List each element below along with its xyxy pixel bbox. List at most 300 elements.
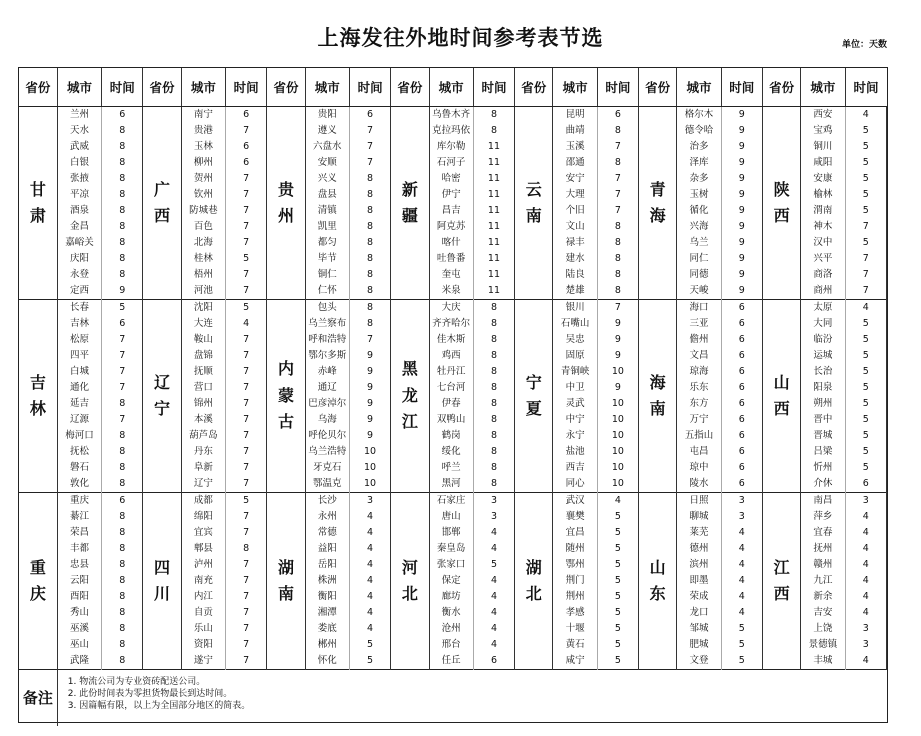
city-name: 任丘 bbox=[429, 653, 473, 670]
delivery-days: 7 bbox=[226, 589, 267, 605]
delivery-time-table bbox=[19, 68, 887, 726]
province-name: 四 川 bbox=[143, 493, 181, 670]
city-name: 内江 bbox=[181, 589, 225, 605]
city-name: 克拉玛依 bbox=[429, 123, 473, 139]
city-name: 自贡 bbox=[181, 605, 225, 621]
city-name: 辽源 bbox=[57, 412, 101, 428]
city-name: 遵义 bbox=[305, 123, 349, 139]
delivery-days: 5 bbox=[845, 332, 886, 348]
delivery-days: 9 bbox=[721, 155, 762, 171]
city-name: 防城巷 bbox=[181, 203, 225, 219]
delivery-days: 8 bbox=[597, 219, 638, 235]
header-time: 时间 bbox=[597, 68, 638, 107]
delivery-days: 5 bbox=[597, 557, 638, 573]
delivery-days: 8 bbox=[102, 444, 143, 460]
city-name: 延吉 bbox=[57, 396, 101, 412]
city-name: 肥城 bbox=[677, 637, 721, 653]
city-name: 南宁 bbox=[181, 107, 225, 124]
header-province: 省份 bbox=[639, 68, 677, 107]
city-name: 都匀 bbox=[305, 235, 349, 251]
city-name: 玉树 bbox=[677, 187, 721, 203]
delivery-days: 7 bbox=[845, 251, 886, 267]
city-name: 德令哈 bbox=[677, 123, 721, 139]
delivery-days: 8 bbox=[102, 605, 143, 621]
province-name: 吉 林 bbox=[19, 300, 57, 493]
delivery-days: 4 bbox=[845, 573, 886, 589]
delivery-days: 7 bbox=[845, 219, 886, 235]
delivery-days: 7 bbox=[226, 171, 267, 187]
delivery-days: 7 bbox=[226, 412, 267, 428]
delivery-days: 8 bbox=[349, 316, 390, 332]
city-name: 孝感 bbox=[553, 605, 597, 621]
delivery-days: 5 bbox=[845, 396, 886, 412]
city-name: 伊宁 bbox=[429, 187, 473, 203]
city-name: 重庆 bbox=[57, 493, 101, 510]
city-name: 大理 bbox=[553, 187, 597, 203]
header-province: 省份 bbox=[19, 68, 57, 107]
city-name: 呼和浩特 bbox=[305, 332, 349, 348]
city-name: 滨州 bbox=[677, 557, 721, 573]
delivery-days: 7 bbox=[226, 653, 267, 670]
city-name: 咸阳 bbox=[801, 155, 845, 171]
delivery-days: 4 bbox=[845, 589, 886, 605]
city-name: 三亚 bbox=[677, 316, 721, 332]
city-name: 十堰 bbox=[553, 621, 597, 637]
note-line: 1. 物流公司为专业资砖配送公司。 bbox=[67, 677, 206, 687]
header-time: 时间 bbox=[473, 68, 514, 107]
city-name: 石河子 bbox=[429, 155, 473, 171]
city-name: 阳泉 bbox=[801, 380, 845, 396]
delivery-days: 5 bbox=[845, 155, 886, 171]
delivery-days: 7 bbox=[226, 428, 267, 444]
delivery-days: 6 bbox=[721, 412, 762, 428]
delivery-days: 5 bbox=[845, 444, 886, 460]
delivery-days: 7 bbox=[226, 460, 267, 476]
delivery-days: 7 bbox=[226, 605, 267, 621]
city-name: 乌海 bbox=[305, 412, 349, 428]
delivery-days: 7 bbox=[226, 283, 267, 300]
city-name: 葫芦岛 bbox=[181, 428, 225, 444]
city-name: 衡阳 bbox=[305, 589, 349, 605]
city-name: 陆良 bbox=[553, 267, 597, 283]
delivery-days: 7 bbox=[226, 267, 267, 283]
delivery-days: 5 bbox=[845, 139, 886, 155]
city-name: 铜仁 bbox=[305, 267, 349, 283]
city-name: 萍乡 bbox=[801, 509, 845, 525]
city-name: 汉中 bbox=[801, 235, 845, 251]
province-name: 云 南 bbox=[515, 107, 553, 300]
city-name: 新余 bbox=[801, 589, 845, 605]
city-name: 杂多 bbox=[677, 171, 721, 187]
city-name: 荆门 bbox=[553, 573, 597, 589]
delivery-days: 6 bbox=[226, 155, 267, 171]
delivery-days: 11 bbox=[473, 155, 514, 171]
city-name: 曲靖 bbox=[553, 123, 597, 139]
header-province: 省份 bbox=[143, 68, 181, 107]
delivery-days: 8 bbox=[597, 123, 638, 139]
delivery-days: 8 bbox=[102, 123, 143, 139]
delivery-days: 4 bbox=[349, 557, 390, 573]
delivery-days: 8 bbox=[473, 332, 514, 348]
city-name: 武隆 bbox=[57, 653, 101, 670]
delivery-days: 7 bbox=[226, 235, 267, 251]
delivery-days: 8 bbox=[473, 364, 514, 380]
header-city: 城市 bbox=[429, 68, 473, 107]
city-name: 运城 bbox=[801, 348, 845, 364]
city-name: 沧州 bbox=[429, 621, 473, 637]
delivery-days: 8 bbox=[102, 396, 143, 412]
city-name: 敦化 bbox=[57, 476, 101, 493]
city-name: 七台河 bbox=[429, 380, 473, 396]
delivery-days: 4 bbox=[473, 573, 514, 589]
city-name: 玉林 bbox=[181, 139, 225, 155]
city-name: 南充 bbox=[181, 573, 225, 589]
delivery-days: 5 bbox=[597, 509, 638, 525]
city-name: 梧州 bbox=[181, 267, 225, 283]
delivery-days: 9 bbox=[349, 412, 390, 428]
delivery-days: 11 bbox=[473, 283, 514, 300]
delivery-days: 5 bbox=[597, 541, 638, 557]
delivery-days: 8 bbox=[102, 509, 143, 525]
delivery-days: 5 bbox=[597, 637, 638, 653]
delivery-days: 10 bbox=[597, 412, 638, 428]
city-name: 吐鲁番 bbox=[429, 251, 473, 267]
delivery-days: 8 bbox=[349, 300, 390, 317]
delivery-days: 8 bbox=[349, 267, 390, 283]
city-name: 武汉 bbox=[553, 493, 597, 510]
delivery-days: 8 bbox=[473, 123, 514, 139]
table-row bbox=[19, 300, 887, 317]
city-name: 文昌 bbox=[677, 348, 721, 364]
city-name: 陵水 bbox=[677, 476, 721, 493]
delivery-days: 7 bbox=[597, 203, 638, 219]
delivery-days: 7 bbox=[102, 348, 143, 364]
city-name: 嘉峪关 bbox=[57, 235, 101, 251]
delivery-days: 9 bbox=[721, 267, 762, 283]
city-name: 张掖 bbox=[57, 171, 101, 187]
city-name: 榆林 bbox=[801, 187, 845, 203]
city-name: 随州 bbox=[553, 541, 597, 557]
city-name: 屯昌 bbox=[677, 444, 721, 460]
delivery-days: 8 bbox=[349, 251, 390, 267]
delivery-days: 8 bbox=[349, 203, 390, 219]
note-line: 3. 因篇幅有限，以上为全国部分地区的简表。 bbox=[67, 701, 251, 711]
header-city: 城市 bbox=[181, 68, 225, 107]
city-name: 治多 bbox=[677, 139, 721, 155]
delivery-days: 8 bbox=[473, 444, 514, 460]
city-name: 双鸭山 bbox=[429, 412, 473, 428]
delivery-days: 6 bbox=[102, 493, 143, 510]
delivery-days: 11 bbox=[473, 139, 514, 155]
city-name: 沈阳 bbox=[181, 300, 225, 317]
delivery-days: 8 bbox=[349, 235, 390, 251]
city-name: 同德 bbox=[677, 267, 721, 283]
delivery-days: 7 bbox=[349, 123, 390, 139]
city-name: 宜昌 bbox=[553, 525, 597, 541]
delivery-days: 6 bbox=[226, 139, 267, 155]
city-name: 益阳 bbox=[305, 541, 349, 557]
delivery-days: 8 bbox=[102, 171, 143, 187]
delivery-days: 4 bbox=[349, 621, 390, 637]
delivery-days: 5 bbox=[597, 621, 638, 637]
city-name: 安顺 bbox=[305, 155, 349, 171]
delivery-days: 11 bbox=[473, 203, 514, 219]
delivery-days: 9 bbox=[349, 348, 390, 364]
province-name: 海 南 bbox=[639, 300, 677, 493]
city-name: 临汾 bbox=[801, 332, 845, 348]
city-name: 酉阳 bbox=[57, 589, 101, 605]
city-name: 吉林 bbox=[57, 316, 101, 332]
city-name: 湘潭 bbox=[305, 605, 349, 621]
delivery-days: 5 bbox=[845, 123, 886, 139]
header-time: 时间 bbox=[102, 68, 143, 107]
delivery-days: 11 bbox=[473, 187, 514, 203]
delivery-days: 5 bbox=[721, 621, 762, 637]
city-name: 抚顺 bbox=[181, 364, 225, 380]
delivery-days: 8 bbox=[102, 621, 143, 637]
city-name: 五指山 bbox=[677, 428, 721, 444]
city-name: 大同 bbox=[801, 316, 845, 332]
time-table-frame bbox=[18, 67, 888, 723]
city-name: 大连 bbox=[181, 316, 225, 332]
city-name: 磐石 bbox=[57, 460, 101, 476]
delivery-days: 7 bbox=[226, 364, 267, 380]
delivery-days: 4 bbox=[845, 509, 886, 525]
city-name: 个旧 bbox=[553, 203, 597, 219]
city-name: 绵阳 bbox=[181, 509, 225, 525]
delivery-days: 6 bbox=[102, 316, 143, 332]
city-name: 长沙 bbox=[305, 493, 349, 510]
city-name: 鄂尔多斯 bbox=[305, 348, 349, 364]
city-name: 天峻 bbox=[677, 283, 721, 300]
delivery-days: 4 bbox=[349, 573, 390, 589]
delivery-days: 6 bbox=[721, 476, 762, 493]
city-name: 邢台 bbox=[429, 637, 473, 653]
delivery-days: 4 bbox=[721, 541, 762, 557]
city-name: 襄樊 bbox=[553, 509, 597, 525]
city-name: 岳阳 bbox=[305, 557, 349, 573]
province-name: 黑 龙 江 bbox=[391, 300, 429, 493]
city-name: 唐山 bbox=[429, 509, 473, 525]
delivery-days: 9 bbox=[721, 187, 762, 203]
city-name: 永州 bbox=[305, 509, 349, 525]
delivery-days: 7 bbox=[226, 525, 267, 541]
city-name: 东方 bbox=[677, 396, 721, 412]
city-name: 包头 bbox=[305, 300, 349, 317]
city-name: 贵港 bbox=[181, 123, 225, 139]
delivery-days: 4 bbox=[597, 493, 638, 510]
city-name: 黑河 bbox=[429, 476, 473, 493]
city-name: 秦皇岛 bbox=[429, 541, 473, 557]
delivery-days: 11 bbox=[473, 251, 514, 267]
header-city: 城市 bbox=[677, 68, 721, 107]
delivery-days: 3 bbox=[845, 493, 886, 510]
delivery-days: 8 bbox=[597, 155, 638, 171]
delivery-days: 5 bbox=[845, 412, 886, 428]
province-name: 辽 宁 bbox=[143, 300, 181, 493]
city-name: 荣昌 bbox=[57, 525, 101, 541]
delivery-days: 10 bbox=[597, 396, 638, 412]
city-name: 张家口 bbox=[429, 557, 473, 573]
delivery-days: 9 bbox=[721, 235, 762, 251]
city-name: 庆阳 bbox=[57, 251, 101, 267]
city-name: 米泉 bbox=[429, 283, 473, 300]
delivery-days: 4 bbox=[845, 605, 886, 621]
delivery-days: 7 bbox=[597, 139, 638, 155]
delivery-days: 4 bbox=[721, 589, 762, 605]
table-header-row bbox=[19, 68, 887, 107]
city-name: 太原 bbox=[801, 300, 845, 317]
delivery-days: 7 bbox=[226, 476, 267, 493]
delivery-days: 5 bbox=[102, 300, 143, 317]
city-name: 牡丹江 bbox=[429, 364, 473, 380]
delivery-days: 9 bbox=[349, 380, 390, 396]
header-time: 时间 bbox=[349, 68, 390, 107]
delivery-days: 4 bbox=[473, 589, 514, 605]
city-name: 通化 bbox=[57, 380, 101, 396]
city-name: 锦州 bbox=[181, 396, 225, 412]
delivery-days: 6 bbox=[473, 653, 514, 670]
city-name: 泸州 bbox=[181, 557, 225, 573]
city-name: 鹤岗 bbox=[429, 428, 473, 444]
province-name: 甘 肃 bbox=[19, 107, 57, 300]
delivery-days: 5 bbox=[721, 637, 762, 653]
delivery-days: 8 bbox=[597, 251, 638, 267]
delivery-days: 3 bbox=[721, 493, 762, 510]
delivery-days: 7 bbox=[226, 444, 267, 460]
delivery-days: 8 bbox=[102, 219, 143, 235]
delivery-days: 8 bbox=[102, 460, 143, 476]
delivery-days: 5 bbox=[845, 428, 886, 444]
delivery-days: 8 bbox=[349, 187, 390, 203]
delivery-days: 10 bbox=[597, 364, 638, 380]
city-name: 白城 bbox=[57, 364, 101, 380]
header-province: 省份 bbox=[515, 68, 553, 107]
city-name: 循化 bbox=[677, 203, 721, 219]
city-name: 固原 bbox=[553, 348, 597, 364]
city-name: 柳州 bbox=[181, 155, 225, 171]
delivery-days: 6 bbox=[721, 380, 762, 396]
delivery-days: 8 bbox=[102, 589, 143, 605]
delivery-days: 10 bbox=[597, 476, 638, 493]
delivery-days: 9 bbox=[349, 428, 390, 444]
city-name: 常德 bbox=[305, 525, 349, 541]
delivery-days: 9 bbox=[721, 139, 762, 155]
city-name: 松原 bbox=[57, 332, 101, 348]
city-name: 邹城 bbox=[677, 621, 721, 637]
city-name: 哈密 bbox=[429, 171, 473, 187]
city-name: 仁怀 bbox=[305, 283, 349, 300]
delivery-days: 7 bbox=[226, 203, 267, 219]
delivery-days: 3 bbox=[721, 509, 762, 525]
city-name: 盐池 bbox=[553, 444, 597, 460]
city-name: 泽库 bbox=[677, 155, 721, 171]
province-name: 广 西 bbox=[143, 107, 181, 300]
city-name: 巴彦淖尔 bbox=[305, 396, 349, 412]
delivery-days: 3 bbox=[845, 637, 886, 653]
city-name: 晋中 bbox=[801, 412, 845, 428]
delivery-days: 8 bbox=[102, 541, 143, 557]
city-name: 银川 bbox=[553, 300, 597, 317]
delivery-days: 8 bbox=[597, 267, 638, 283]
delivery-days: 9 bbox=[597, 316, 638, 332]
delivery-days: 6 bbox=[845, 476, 886, 493]
city-name: 西安 bbox=[801, 107, 845, 124]
delivery-days: 8 bbox=[102, 187, 143, 203]
city-name: 伊春 bbox=[429, 396, 473, 412]
delivery-days: 5 bbox=[597, 525, 638, 541]
delivery-days: 4 bbox=[473, 541, 514, 557]
city-name: 格尔木 bbox=[677, 107, 721, 124]
delivery-days: 4 bbox=[721, 557, 762, 573]
city-name: 宜春 bbox=[801, 525, 845, 541]
city-name: 灵武 bbox=[553, 396, 597, 412]
city-name: 抚松 bbox=[57, 444, 101, 460]
city-name: 石嘴山 bbox=[553, 316, 597, 332]
delivery-days: 5 bbox=[226, 251, 267, 267]
city-name: 兴海 bbox=[677, 219, 721, 235]
city-name: 玉溪 bbox=[553, 139, 597, 155]
city-name: 奎屯 bbox=[429, 267, 473, 283]
city-name: 呼伦贝尔 bbox=[305, 428, 349, 444]
city-name: 本溪 bbox=[181, 412, 225, 428]
city-name: 琼中 bbox=[677, 460, 721, 476]
notes-row bbox=[19, 670, 887, 727]
city-name: 定西 bbox=[57, 283, 101, 300]
delivery-days: 8 bbox=[102, 573, 143, 589]
delivery-days: 3 bbox=[473, 509, 514, 525]
delivery-days: 4 bbox=[349, 589, 390, 605]
city-name: 武威 bbox=[57, 139, 101, 155]
delivery-days: 5 bbox=[845, 460, 886, 476]
delivery-days: 4 bbox=[845, 525, 886, 541]
header-city: 城市 bbox=[553, 68, 597, 107]
city-name: 安康 bbox=[801, 171, 845, 187]
delivery-days: 9 bbox=[721, 283, 762, 300]
city-name: 商州 bbox=[801, 283, 845, 300]
city-name: 齐齐哈尔 bbox=[429, 316, 473, 332]
delivery-days: 4 bbox=[349, 509, 390, 525]
city-name: 巫溪 bbox=[57, 621, 101, 637]
delivery-days: 8 bbox=[226, 541, 267, 557]
city-name: 钦州 bbox=[181, 187, 225, 203]
delivery-days: 8 bbox=[473, 300, 514, 317]
delivery-days: 7 bbox=[226, 348, 267, 364]
delivery-days: 4 bbox=[721, 605, 762, 621]
delivery-days: 4 bbox=[473, 621, 514, 637]
delivery-days: 7 bbox=[102, 364, 143, 380]
header-city: 城市 bbox=[801, 68, 845, 107]
city-name: 神木 bbox=[801, 219, 845, 235]
delivery-days: 4 bbox=[845, 300, 886, 317]
city-name: 大庆 bbox=[429, 300, 473, 317]
city-name: 朔州 bbox=[801, 396, 845, 412]
delivery-days: 11 bbox=[473, 219, 514, 235]
city-name: 巫山 bbox=[57, 637, 101, 653]
province-name: 内 蒙 古 bbox=[267, 300, 305, 493]
city-name: 株洲 bbox=[305, 573, 349, 589]
city-name: 咸宁 bbox=[553, 653, 597, 670]
delivery-days: 8 bbox=[473, 316, 514, 332]
city-name: 宜宾 bbox=[181, 525, 225, 541]
city-name: 娄底 bbox=[305, 621, 349, 637]
city-name: 酒泉 bbox=[57, 203, 101, 219]
delivery-days: 4 bbox=[473, 525, 514, 541]
delivery-days: 10 bbox=[597, 460, 638, 476]
delivery-days: 7 bbox=[226, 219, 267, 235]
province-name: 湖 南 bbox=[267, 493, 305, 670]
city-name: 吕梁 bbox=[801, 444, 845, 460]
